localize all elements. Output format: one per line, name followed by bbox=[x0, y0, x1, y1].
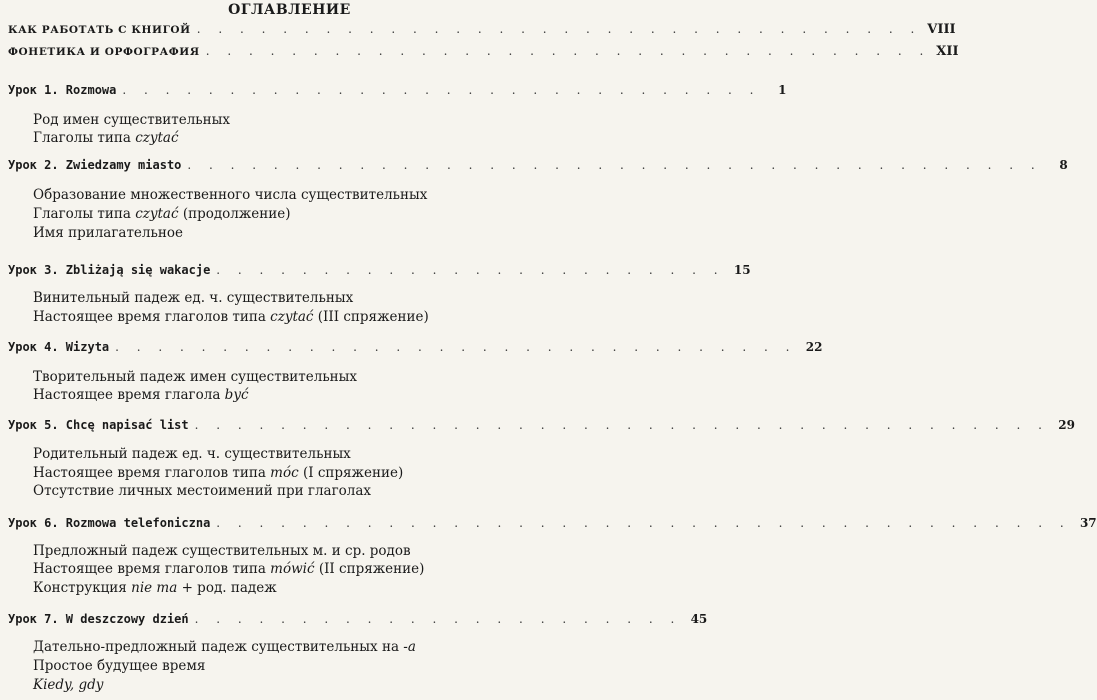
toc-page-number: 29 bbox=[1058, 418, 1075, 432]
toc-page-number: 45 bbox=[690, 612, 708, 626]
toc-entry-phonetics[interactable] bbox=[8, 44, 959, 62]
toc-entry-label: Урок 7. W deszczowy dzień bbox=[8, 612, 189, 626]
dot-leader: . . . . . . . . . . . . . . . . . . . . . . . . . . . . . . . . . . . . . . . . bbox=[187, 158, 1042, 172]
toc-topic: Настоящее время глаголов типа móc (I спряжение) bbox=[33, 465, 404, 481]
dot-leader: . . . . . . . . . . . . . . . . . . . . . . . bbox=[194, 612, 682, 626]
toc-topic: Простое будущее время bbox=[33, 658, 206, 674]
dot-leader: . . . . . . . . . . . . . . . . . . . . . . . . . . . . . . . . . . bbox=[196, 22, 922, 36]
toc-topic: Винительный падеж ед. ч. существительных bbox=[33, 290, 354, 306]
toc-topic: Имя прилагательное bbox=[33, 225, 183, 241]
toc-entry-label: Урок 4. Wizyta bbox=[8, 340, 110, 354]
toc-entry-label: Урок 6. Rozmowa telefoniczna bbox=[8, 516, 211, 530]
toc-topic: Глаголы типа czytać bbox=[33, 130, 179, 146]
toc-page-number: 8 bbox=[1059, 158, 1068, 172]
dot-leader: . . . . . . . . . . . . . . . . . . . . . . . . . . . . . . bbox=[122, 83, 761, 97]
toc-entry-label: Урок 3. Zbliżają się wakacje bbox=[8, 263, 211, 277]
toc-page-number: VIII bbox=[927, 22, 956, 37]
toc-page-number: 15 bbox=[733, 263, 751, 277]
toc-topic: Отсутствие личных местоимений при глаголах bbox=[33, 483, 372, 499]
toc-entry-label: КАК РАБОТАТЬ С КНИГОЙ bbox=[8, 24, 191, 36]
dot-leader: . . . . . . . . . . . . . . . . . . . . . . . . . . . . . . . . . . . . . . . . bbox=[216, 516, 1071, 530]
toc-entry-lesson-5[interactable] bbox=[8, 418, 1075, 436]
dot-leader: . . . . . . . . . . . . . . . . . . . . . . . . . . . . . . . . . . bbox=[205, 44, 931, 58]
toc-entry-label: Урок 5. Chcę napisać list bbox=[8, 418, 189, 432]
toc-topic: Конструкция nie ma + род. падеж bbox=[33, 580, 277, 596]
toc-entry-label: Урок 2. Zwiedzamy miasto bbox=[8, 158, 182, 172]
dot-leader: . . . . . . . . . . . . . . . . . . . . . . . . . . . . . . . . bbox=[115, 340, 797, 354]
toc-page-number: 22 bbox=[805, 340, 823, 354]
dot-leader: . . . . . . . . . . . . . . . . . . . . . . . . bbox=[216, 263, 725, 277]
toc-entry-label: Урок 1. Rozmowa bbox=[8, 83, 117, 97]
toc-topic: Предложный падеж существительных м. и ср. родов bbox=[33, 543, 411, 559]
toc-entry-lesson-7[interactable] bbox=[8, 612, 708, 630]
toc-entry-lesson-6[interactable] bbox=[8, 516, 1097, 534]
toc-topic: Глаголы типа czytać (продолжение) bbox=[33, 206, 291, 222]
toc-entry-lesson-3[interactable] bbox=[8, 263, 751, 281]
toc-entry-how-to-use[interactable] bbox=[8, 22, 956, 40]
toc-entry-lesson-1[interactable] bbox=[8, 83, 787, 101]
toc-topic: Творительный падеж имен существительных bbox=[33, 369, 358, 385]
toc-page-number: 1 bbox=[778, 83, 787, 97]
dot-leader: . . . . . . . . . . . . . . . . . . . . . . . . . . . . . . . . . . . . . . . . bbox=[194, 418, 1049, 432]
toc-topic: Образование множественного числа существительных bbox=[33, 187, 428, 203]
toc-topic: Настоящее время глаголов типа czytać (III спряжение) bbox=[33, 309, 429, 325]
toc-topic: Родительный падеж ед. ч. существительных bbox=[33, 446, 351, 462]
toc-topic: Настоящее время глаголов типа mówić (II спряжение) bbox=[33, 561, 425, 577]
contents-title: ОГЛАВЛЕНИЕ bbox=[228, 2, 351, 18]
toc-topic: Настоящее время глагола być bbox=[33, 387, 249, 403]
toc-entry-lesson-4[interactable] bbox=[8, 340, 823, 358]
toc-topic: Род имен существительных bbox=[33, 112, 231, 128]
toc-entry-label: ФОНЕТИКА И ОРФОГРАФИЯ bbox=[8, 46, 200, 58]
toc-entry-lesson-2[interactable] bbox=[8, 158, 1068, 176]
toc-topic: Дательно-предложный падеж существительных на -a bbox=[33, 639, 416, 655]
toc-topic: Kiedy, gdy bbox=[33, 677, 104, 693]
toc-page-number: 37 bbox=[1079, 516, 1097, 530]
toc-page-number: XII bbox=[936, 44, 959, 59]
